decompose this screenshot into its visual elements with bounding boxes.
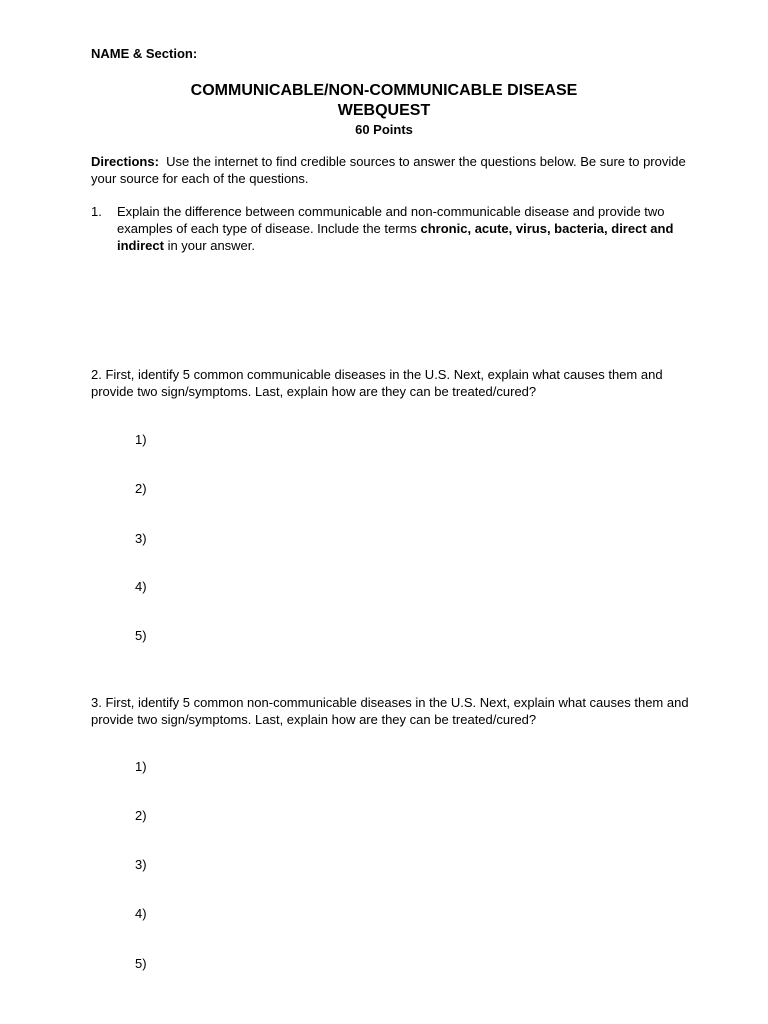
- question-2: 2. First, identify 5 common communicable diseases in the U.S. Next, explain what causes them and provide two sign/symptoms. Last, explain how are they can be treated/cured?: [91, 367, 663, 399]
- question-3-item: 4): [135, 906, 147, 921]
- question-1-bold-terms: chronic, acute, virus, bacteria, direct and indirect: [117, 221, 674, 253]
- question-1-number: 1.: [91, 204, 102, 219]
- question-2-item: 2): [135, 481, 147, 496]
- directions-text: Use the internet to find credible sources to answer the questions below. Be sure to provide your source for each of the questions.: [91, 154, 686, 186]
- question-2-item: 5): [135, 628, 147, 643]
- document-subtitle: WEBQUEST: [337, 102, 431, 119]
- question-1: [91, 203, 691, 254]
- question-1-text: [117, 203, 691, 254]
- question-2-item: 4): [135, 579, 147, 594]
- question-3: 3. First, identify 5 common non-communicable diseases in the U.S. Next, explain what causes them and provide two sign/symptoms. Last, explain how are they can be treated/cured?: [91, 695, 689, 727]
- question-3-item: 5): [135, 956, 147, 971]
- question-3-item: 2): [135, 808, 147, 823]
- question-2-item: 1): [135, 432, 147, 447]
- points-label: 60 Points: [355, 122, 413, 137]
- document-title: COMMUNICABLE/NON-COMMUNICABLE DISEASE: [190, 82, 578, 99]
- question-2-item: 3): [135, 531, 147, 546]
- question-1-text-part1: Explain the difference between communicable and non-communicable disease and provide two examples of each type of disease. Include the terms: [117, 204, 665, 236]
- directions-label: Directions:: [91, 154, 159, 169]
- name-section-label: NAME & Section:: [91, 46, 198, 61]
- directions-paragraph: [91, 153, 691, 187]
- question-3-item: 1): [135, 759, 147, 774]
- question-1-text-part2: in your answer.: [163, 238, 256, 253]
- question-3-item: 3): [135, 857, 147, 872]
